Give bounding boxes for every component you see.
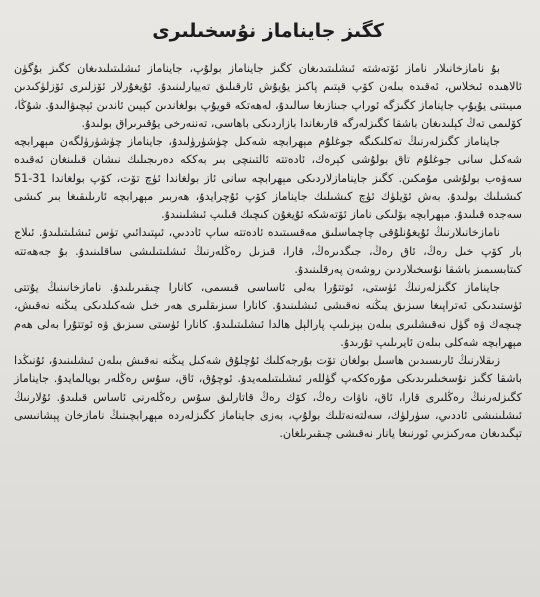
paragraph: نامازخانىلارنىڭ ئۇيغۇنلۇقى چاچماسلىق مەقسىتىدە ئادەتتە ساپ ئاددىي، ئىپتىدائىي تۈس ئىشلىتىلىدۇ. ئىلاج بار كۆپ خىل رەڭ، ئاق رەڭ، جىگدىرەڭ، قارا، قىزىل رەڭلەرنىڭ ئىشلىتىلىشى ساقلىنىدۇ. بۇ جەھەتتە كىتابسىمىز باشقا نۇسخىلاردىن روشەن پەرقلىنىدۇ. (14, 226, 522, 276)
document-body (14, 60, 522, 443)
paragraph: جايناماز كگىزلەرنىڭ تەكلىكىگە جوغلۇم مېھرابچە شەكىل چۈشۈرۈلىدۇ، جايناماز چۈشۈرۈلگەن مېھرابچە شەكىل سانى جوغلۇم تاق بولۇشى كېرەك، ئادەتتە ئالتىنچى بىر بەككە دەرىجىلىك نىشان قىلىنغان ئەقىدە سەۋەب بولۇشى مۇمكىن. كگىز جاينامازلاردىكى مېھرابچە سانى ئاز بولغاندا ئۈچ تۆت، كۆپ بولغاندا 31-51 كىشىلىك بولىدۇ. بەش ئۆيلۈك ئۈچ كىشىلىك جايناماز كۆپ ئۇچرايدۇ، ھەربىر مېھرابچە ئارىلىقىغا بىر كىشى سەجدە قىلىدۇ. مېھرابچە بۆلىكى ناماز ئۆتەشكە ئۇيغۇن كىچىك قىلىپ ئىشلىنىدۇ. (14, 135, 522, 221)
paragraph: زىقلارنىڭ ئارىسىدىن ھاسىل بولغان تۆت بۇرجەكلىك ئۇچلۇق شەكىل يىڭنە نەقىش بىلەن ئىشلىنىدۇ، ئۇنىڭدا باشقا كگىز نۇسخىلىرىدىكى مۇرەككەپ گۈللەر ئىشلىتىلمەيدۇ. ئوچۇق، ئاق، سۇس رەڭلەر بويالمايدۇ. جايناماز كگىزلەرنىڭ رەڭلىرى قارا، ئاق، ناۋات رەڭ، كۆك رەڭ قاتارلىق سۇس رەڭلەرنى ئاساس قىلىدۇ. ئۇلارنىڭ ئىشلىنىشى ئاددىي، سۈرلۈك، سەلتەنەتلىك بولۇپ، بەزى جايناماز كگىزلەردە مېھرابچىنىڭ نامازخان پېشانىسى تېگىدىغان مەركىزىي ئورنىغا يانار نەقىشى چىقىرىلغان. (14, 354, 522, 440)
paragraph: جايناماز كگىزلەرنىڭ ئۈستى، ئوتتۇرا بەلى ئاساسى قىسمى، كانارا چىقىرىلىدۇ. نامازخانىنىڭ يۇتتى ئۈستىدىكى ئەتراپىغا سىزىق يىڭنە نەقىشى ئىشلىنىدۇ. كانارا سىزىقلىرى ھەر خىل شەكىلدىكى يىڭنە نەقىش، چىچەك ۋە گۈل نەقىشلىرى بىلەن بېزىلىپ پارالېل ھالدا ئىشلىتىلىدۇ. كانارا ئۈستى سىزىق ۋە ئوتتۇرا بەلى ھەم مېھرابچە شەكلى بىلەن ئايرىلىپ تۇرىدۇ. (14, 281, 522, 349)
document-title: كگىز جايناماز نۇسخىلىرى (152, 20, 384, 42)
paragraph: بۇ نامازخانىلار ناماز ئۆتەشتە ئىشلىتىدىغان كگىز جايناماز بولۇپ، جايناماز ئىشلىتىلىدىغان كگىز بۇگۈن ئالاھىدە ئىخلاس، ئەقىدە بىلەن كۆپ قېتىم پاكىز يۇيۇش ئارقىلىق تەييارلىنىدۇ. ئۇيغۇرلار ئۆزلىرى ئۆزلۈكىدىن مىيىتنى يۇيۇپ جايناماز كگىزگە ئوراپ جىنازىغا سالىدۇ، لەھەتكە قويۇپ بولغاندىن كېيىن ئاندىن ئېچىۋالىدۇ. شۇڭا، كۆلىمى تەڭ كېلىدىغان باشقا كگىزلەرگە قارىغاندا بازاردىكى باھاسى، تەننەرخى يۇقىرىراق بولىدۇ. (14, 62, 522, 130)
